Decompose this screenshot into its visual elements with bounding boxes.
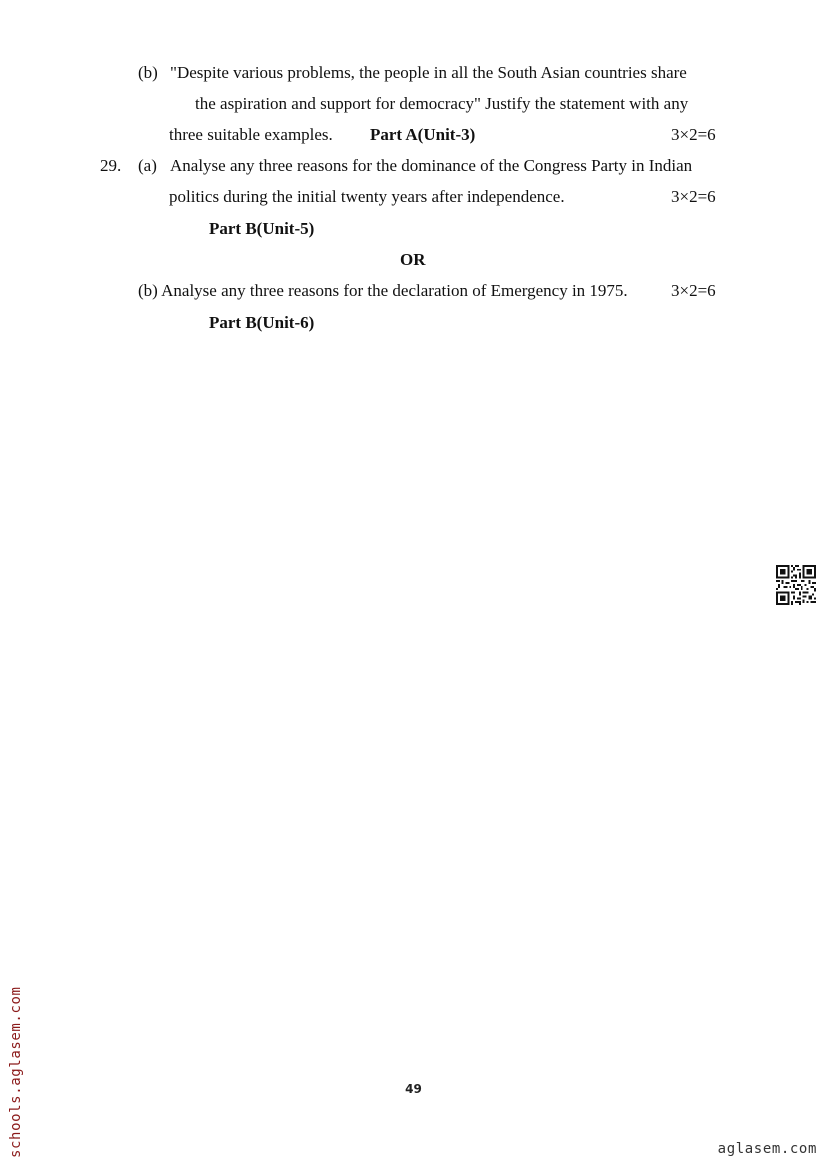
- q28b-line-3: three suitable examples.: [169, 125, 333, 144]
- qr-code-icon: [776, 565, 816, 605]
- q28b-label: (b): [138, 63, 158, 82]
- q28b-line-1: "Despite various problems, the people in all the South Asian countries share: [170, 63, 687, 82]
- q28b-part-label: Part A(Unit-3): [370, 125, 476, 144]
- q29b-line: (b) Analyse any three reasons for the declaration of Emergency in 1975.: [138, 281, 628, 300]
- q29a-line-1: Analyse any three reasons for the dominance of the Congress Party in Indian: [170, 156, 693, 175]
- q28b-line-2: the aspiration and support for democracy" Justify the statement with any: [195, 94, 689, 113]
- q29a-line-2: politics during the initial twenty years after independence.: [169, 187, 565, 206]
- side-watermark: schools.aglasem.com: [8, 986, 24, 1158]
- q29a-label: (a): [138, 156, 157, 175]
- page-number: 49: [405, 1082, 422, 1096]
- bottom-watermark: aglasem.com: [717, 1141, 817, 1157]
- q29a-marks: 3×2=6: [671, 187, 716, 206]
- q29b-part-label: Part B(Unit-6): [209, 313, 315, 332]
- q29a-part-label: Part B(Unit-5): [209, 219, 315, 238]
- q28b-marks: 3×2=6: [671, 125, 716, 144]
- q29-number: 29.: [100, 156, 122, 175]
- or-separator: OR: [400, 250, 426, 269]
- q29b-marks: 3×2=6: [671, 281, 716, 300]
